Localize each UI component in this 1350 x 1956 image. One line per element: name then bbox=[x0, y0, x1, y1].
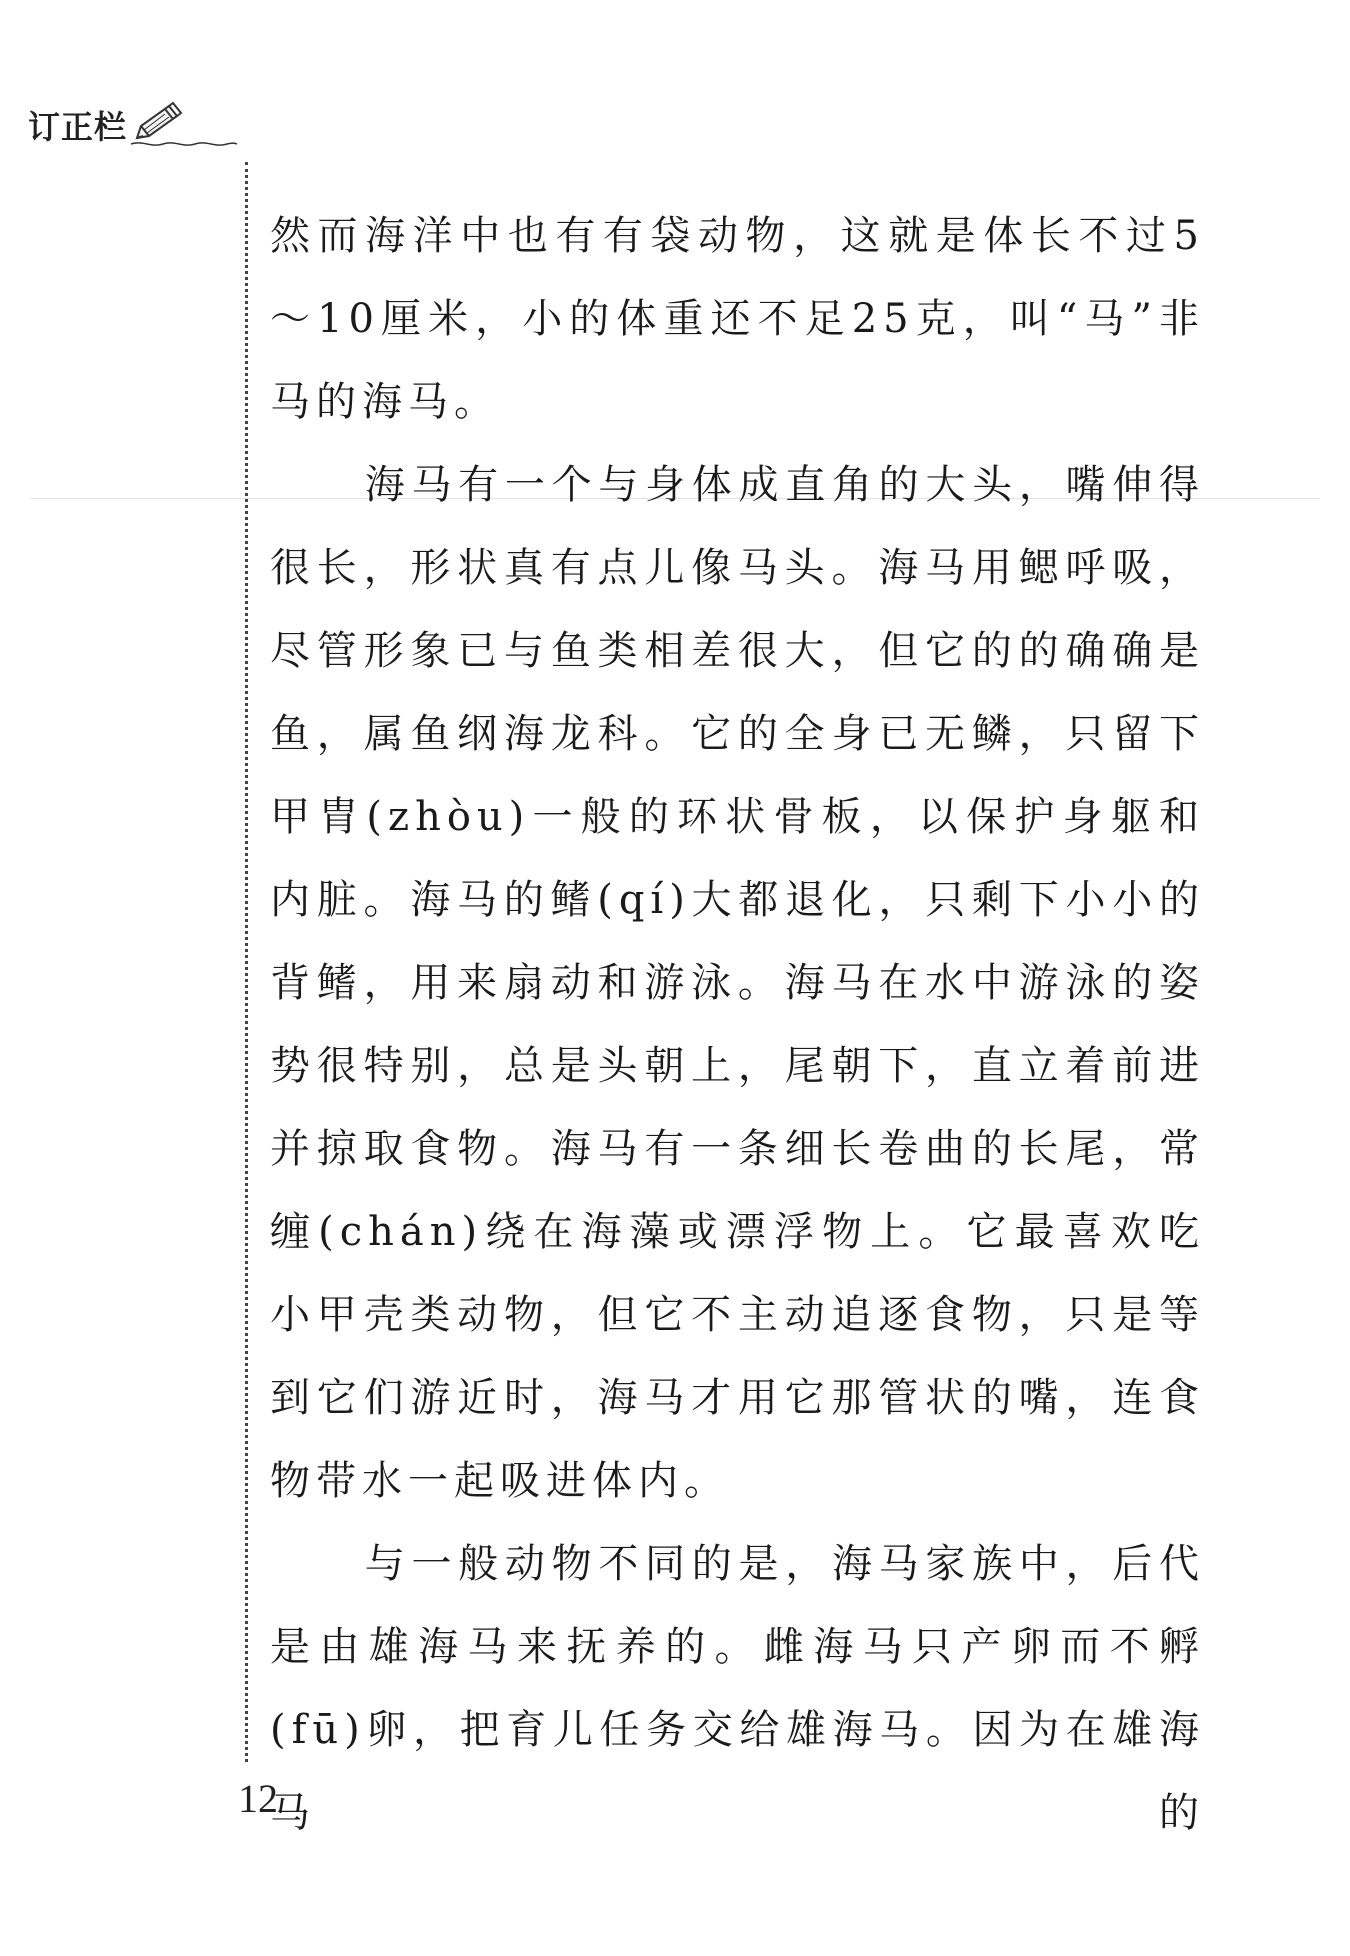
correction-column-title: 订正栏 bbox=[28, 108, 128, 146]
paragraph-1 bbox=[270, 195, 1205, 444]
margin-dotted-rule bbox=[245, 162, 248, 1762]
paragraph-3-text: 与一般动物不同的是，海马家族中，后代是由雄海马来抚养的。雌海马只产卵而不孵(fū)卵，把育儿任务交给雄海马。因为在雄海马的 bbox=[270, 1541, 1205, 1836]
paragraph-2-text: 海马有一个与身体成直角的大头，嘴伸得很长，形状真有点儿像马头。海马用鳃呼吸，尽管形象已与鱼类相差很大，但它的的确确是鱼，属鱼纲海龙科。它的全身已无鳞，只留下甲胄(zhòu)一般的环状骨板，以保护身躯和内脏。海马的鳍(qí)大都退化，只剩下小小的背鳍，用来扇动和游泳。海马在水中游泳的姿势很特别，总是头朝上，尾朝下，直立着前进并掠取食物。海马有一条细长卷曲的长尾，常缠(chán)绕在海藻或漂浮物上。它最喜欢吃小甲壳类动物，但它不主动追逐食物，只是等到它们游近时，海马才用它那管状的嘴，连食物带水一起吸进体内。 bbox=[270, 462, 1205, 1504]
paragraph-1-text: 然而海洋中也有有袋动物，这就是体长不过5～10厘米，小的体重还不足25克，叫“马”非马的海马。 bbox=[270, 213, 1205, 425]
pencil-icon bbox=[129, 100, 239, 150]
page-number: 12 bbox=[238, 1776, 278, 1821]
body-text bbox=[270, 195, 1205, 1855]
paragraph-3 bbox=[270, 1523, 1205, 1855]
correction-column-header bbox=[28, 100, 239, 150]
paragraph-2 bbox=[270, 444, 1205, 1523]
